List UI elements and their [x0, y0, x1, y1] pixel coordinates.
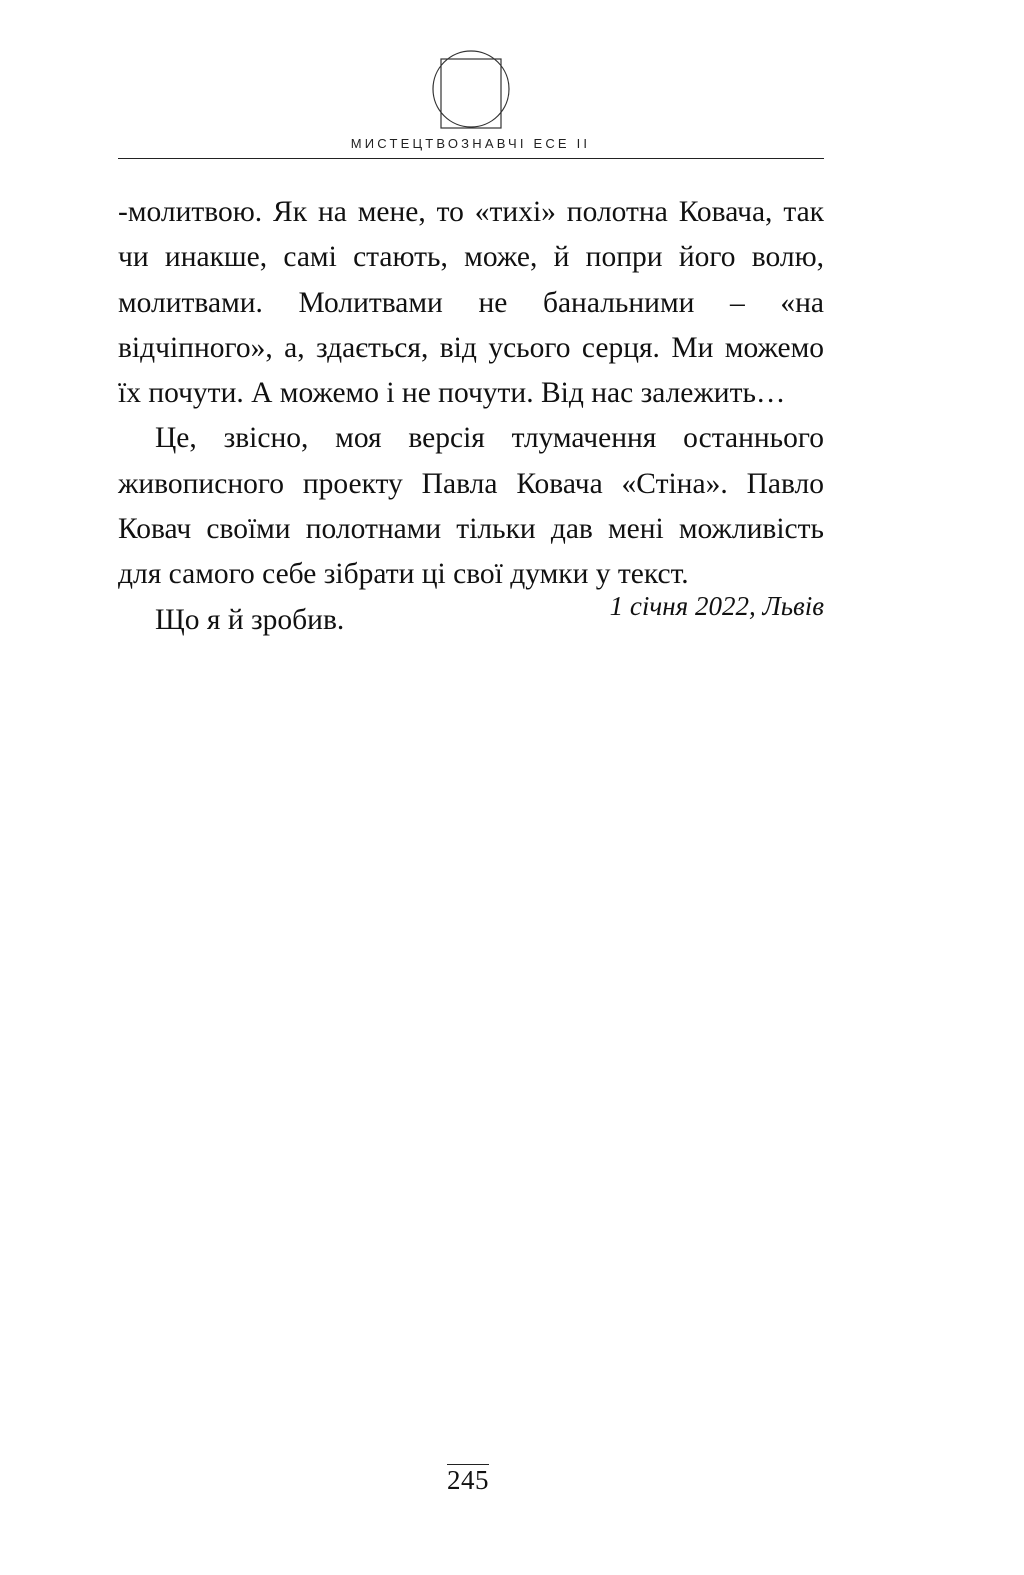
running-head: МИСТЕЦТВОЗНАВЧІ ЕСЕ ІІ [350, 136, 591, 151]
circle-square-emblem-icon [431, 49, 511, 129]
dateline: 1 січня 2022, Львів [609, 591, 824, 621]
body-text [118, 190, 824, 643]
paragraph: Що я й зробив. [155, 603, 345, 636]
paragraph: Це, звісно, моя версія тлумачення останнього живописного проекту Павла Ковача «Стіна». Павло Ковач своїми полотнами тільки дав мені можливість для самого себе зібрати ці свої думки у текст. [118, 422, 824, 591]
paragraph: -молитвою. Як на мене, то «тихі» полотна Ковача, так чи инакше, самі стають, може, й попри його волю, молитвами. Молитвами не банальними – «на відчіпного», а, здається, від усього серця. Ми можемо їх почути. А можемо і не почути. Від нас залежить… [118, 196, 824, 410]
page-number: 245 [447, 1465, 489, 1495]
header-rule [118, 158, 824, 159]
